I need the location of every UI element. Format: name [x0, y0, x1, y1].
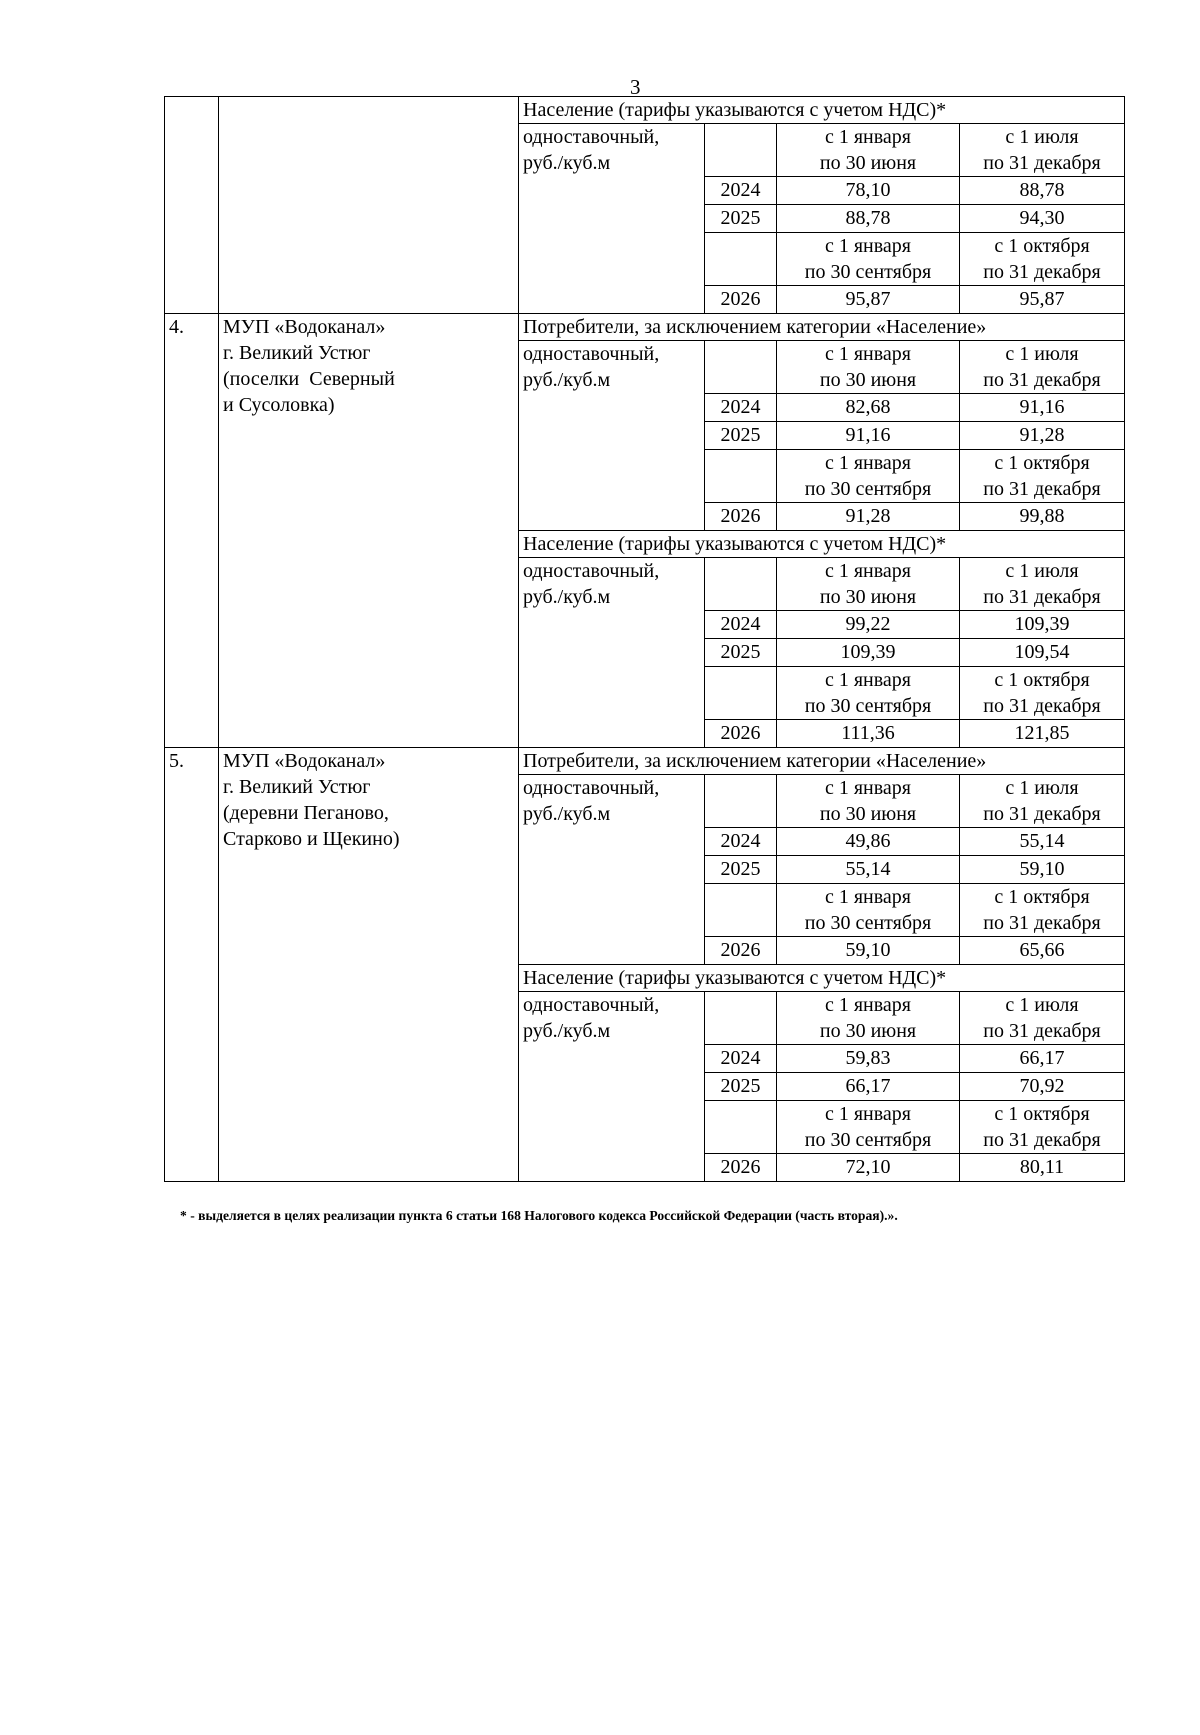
period-start-label: с 1 января: [777, 450, 960, 477]
year-cell: 2025: [705, 639, 777, 667]
period-end-label: по 30 июня: [777, 1018, 960, 1045]
category-header-consumers: Потребители, за исключением категории «Население»: [519, 314, 1125, 341]
tariff-value: 91,28: [960, 422, 1125, 450]
tariff-value: 78,10: [777, 177, 960, 205]
period-start-label: с 1 июля: [960, 124, 1125, 151]
tariff-type-cell: [519, 775, 705, 965]
tariff-value: 82,68: [777, 394, 960, 422]
year-empty-cell: [705, 1101, 777, 1154]
tariff-value: 88,78: [960, 177, 1125, 205]
tariff-unit-label: руб./куб.м: [523, 586, 611, 608]
tariff-value: 66,17: [960, 1045, 1125, 1073]
tariff-value: 59,10: [960, 856, 1125, 884]
year-cell: 2026: [705, 937, 777, 965]
period-start-label: с 1 января: [777, 124, 960, 151]
period-end-label: по 31 декабря: [960, 476, 1125, 503]
year-empty-cell: [705, 992, 777, 1045]
tariff-value: 109,39: [777, 639, 960, 667]
organization-name-line: (поселки Северный: [223, 368, 395, 390]
period-start-label: с 1 января: [777, 233, 960, 260]
period-start-label: с 1 октября: [960, 1101, 1125, 1128]
row-number-cell: 5.: [165, 748, 219, 1182]
tariff-unit-label: руб./куб.м: [523, 803, 611, 825]
tariff-value: 66,17: [777, 1073, 960, 1101]
table-row: [165, 314, 1125, 341]
period-start-label: с 1 января: [777, 884, 960, 911]
period-start-label: с 1 октября: [960, 884, 1125, 911]
tariff-type-cell: [519, 124, 705, 314]
organization-name-line: Старково и Щекино): [223, 828, 400, 850]
period-end-label: по 30 июня: [777, 584, 960, 611]
period-end-label: по 30 сентября: [777, 1127, 960, 1154]
tariff-value: 99,88: [960, 503, 1125, 531]
period-start-label: с 1 октября: [960, 450, 1125, 477]
tariff-unit-label: руб./куб.м: [523, 369, 611, 391]
tariff-value: 91,28: [777, 503, 960, 531]
tariff-value: 121,85: [960, 720, 1125, 748]
year-cell: 2025: [705, 1073, 777, 1101]
period-start-label: с 1 января: [777, 341, 960, 368]
period-start-label: с 1 июля: [960, 992, 1125, 1019]
tariff-value: 49,86: [777, 828, 960, 856]
period-end-label: по 31 декабря: [960, 367, 1125, 394]
tariff-value: 65,66: [960, 937, 1125, 965]
period-end-label: по 30 сентября: [777, 259, 960, 286]
tariff-value: 109,39: [960, 611, 1125, 639]
period-end-label: по 31 декабря: [960, 801, 1125, 828]
tariff-type-label: одноставочный,: [523, 126, 660, 148]
tariff-value: 59,83: [777, 1045, 960, 1073]
tariff-value: 95,87: [960, 286, 1125, 314]
period-start-label: с 1 октября: [960, 233, 1125, 260]
page-number: 3: [630, 75, 641, 99]
tariff-type-label: одноставочный,: [523, 343, 660, 365]
tariff-value: 91,16: [777, 422, 960, 450]
year-cell: 2026: [705, 286, 777, 314]
year-cell: 2025: [705, 422, 777, 450]
period-end-label: по 31 декабря: [960, 584, 1125, 611]
tariff-table: [164, 96, 1125, 1182]
organization-name-line: г. Великий Устюг: [223, 342, 371, 364]
tariff-type-cell: [519, 341, 705, 531]
period-start-label: с 1 июля: [960, 341, 1125, 368]
period-start-label: с 1 января: [777, 558, 960, 585]
category-header-population: Население (тарифы указываются с учетом НДС)*: [519, 965, 1125, 992]
tariff-value: 55,14: [777, 856, 960, 884]
period-end-label: по 30 сентября: [777, 693, 960, 720]
tariff-type-label: одноставочный,: [523, 560, 660, 582]
tariff-value: 72,10: [777, 1154, 960, 1182]
year-empty-cell: [705, 667, 777, 720]
year-empty-cell: [705, 775, 777, 828]
period-end-label: по 31 декабря: [960, 150, 1125, 177]
year-cell: 2024: [705, 177, 777, 205]
tariff-value: 95,87: [777, 286, 960, 314]
period-end-label: по 30 июня: [777, 150, 960, 177]
tariff-type-cell: [519, 992, 705, 1182]
year-cell: 2024: [705, 611, 777, 639]
tariff-value: 91,16: [960, 394, 1125, 422]
year-cell: 2025: [705, 856, 777, 884]
category-header-consumers: Потребители, за исключением категории «Население»: [519, 748, 1125, 775]
tariff-value: 80,11: [960, 1154, 1125, 1182]
period-start-label: с 1 октября: [960, 667, 1125, 694]
period-start-label: с 1 июля: [960, 558, 1125, 585]
organization-cell: [219, 314, 519, 748]
table-row: [165, 748, 1125, 775]
category-header-population: Население (тарифы указываются с учетом НДС)*: [519, 97, 1125, 124]
tariff-value: 111,36: [777, 720, 960, 748]
year-cell: 2026: [705, 503, 777, 531]
tariff-type-label: одноставочный,: [523, 994, 660, 1016]
organization-name-line: МУП «Водоканал»: [223, 750, 386, 772]
organization-name-line: г. Великий Устюг: [223, 776, 371, 798]
year-cell: 2024: [705, 828, 777, 856]
period-end-label: по 31 декабря: [960, 259, 1125, 286]
year-empty-cell: [705, 124, 777, 177]
period-start-label: с 1 января: [777, 667, 960, 694]
tariff-value: 99,22: [777, 611, 960, 639]
tariff-value: 88,78: [777, 205, 960, 233]
organization-cell: [219, 97, 519, 314]
row-number-cell: 4.: [165, 314, 219, 748]
tariff-value: 55,14: [960, 828, 1125, 856]
period-end-label: по 31 декабря: [960, 1018, 1125, 1045]
tariff-unit-label: руб./куб.м: [523, 1020, 611, 1042]
year-cell: 2026: [705, 720, 777, 748]
period-start-label: с 1 января: [777, 1101, 960, 1128]
category-header-population: Население (тарифы указываются с учетом НДС)*: [519, 531, 1125, 558]
tariff-value: 59,10: [777, 937, 960, 965]
period-end-label: по 30 июня: [777, 367, 960, 394]
period-end-label: по 30 сентября: [777, 476, 960, 503]
year-empty-cell: [705, 450, 777, 503]
footnote: * - выделяется в целях реализации пункта 6 статьи 168 Налогового кодекса Российской Федерации (часть вторая).».: [180, 1208, 898, 1223]
year-empty-cell: [705, 558, 777, 611]
year-cell: 2026: [705, 1154, 777, 1182]
row-number-cell: [165, 97, 219, 314]
tariff-value: 70,92: [960, 1073, 1125, 1101]
year-cell: 2025: [705, 205, 777, 233]
tariff-type-label: одноставочный,: [523, 777, 660, 799]
year-cell: 2024: [705, 1045, 777, 1073]
tariff-type-cell: [519, 558, 705, 748]
organization-cell: [219, 748, 519, 1182]
table-row: [165, 97, 1125, 124]
period-start-label: с 1 января: [777, 775, 960, 802]
period-end-label: по 31 декабря: [960, 1127, 1125, 1154]
organization-name-line: (деревни Пеганово,: [223, 802, 389, 824]
tariff-value: 109,54: [960, 639, 1125, 667]
period-end-label: по 31 декабря: [960, 693, 1125, 720]
period-end-label: по 30 сентября: [777, 910, 960, 937]
tariff-value: 94,30: [960, 205, 1125, 233]
period-start-label: с 1 января: [777, 992, 960, 1019]
tariff-unit-label: руб./куб.м: [523, 152, 611, 174]
year-cell: 2024: [705, 394, 777, 422]
year-empty-cell: [705, 233, 777, 286]
organization-name-line: и Сусоловка): [223, 394, 335, 416]
organization-name-line: МУП «Водоканал»: [223, 316, 386, 338]
period-end-label: по 30 июня: [777, 801, 960, 828]
period-end-label: по 31 декабря: [960, 910, 1125, 937]
period-start-label: с 1 июля: [960, 775, 1125, 802]
year-empty-cell: [705, 341, 777, 394]
year-empty-cell: [705, 884, 777, 937]
